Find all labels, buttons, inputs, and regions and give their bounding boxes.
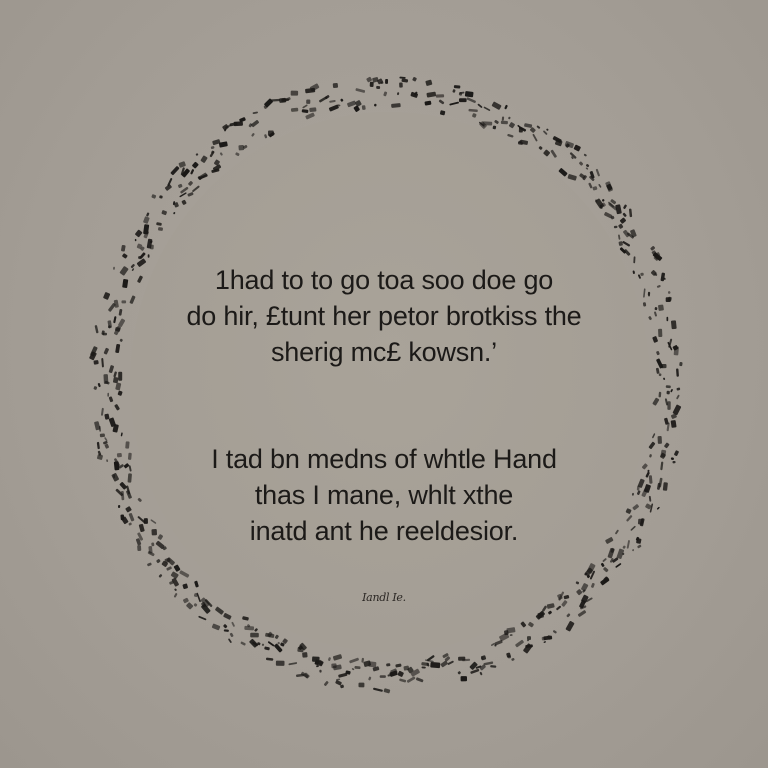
paragraph-1-line-1: 1had to to go toa soo doe go	[214, 265, 554, 295]
ring-speck	[228, 638, 232, 643]
ring-speck	[328, 657, 331, 661]
ring-speck	[338, 673, 347, 678]
ring-speck	[302, 104, 308, 108]
ring-speck	[250, 633, 259, 638]
ring-speck	[212, 623, 221, 630]
ring-speck	[454, 85, 461, 89]
ring-speck	[235, 152, 240, 156]
ring-speck	[234, 121, 243, 126]
ring-speck	[118, 372, 122, 381]
ring-speck	[477, 103, 482, 108]
ring-speck	[391, 103, 401, 108]
ring-speck	[361, 658, 364, 663]
ring-speck	[335, 680, 342, 686]
ring-speck	[355, 88, 365, 93]
ring-speck	[623, 204, 627, 209]
ring-speck	[501, 121, 508, 125]
ring-speck	[573, 144, 581, 151]
ring-speck	[198, 616, 207, 621]
ring-speck	[470, 669, 479, 674]
ring-speck	[618, 241, 623, 246]
ring-speck	[426, 92, 436, 98]
ring-speck	[251, 120, 260, 128]
ring-speck	[166, 566, 172, 571]
ring-speck	[358, 683, 364, 688]
ring-speck	[122, 253, 128, 259]
ring-speck	[305, 112, 315, 119]
ring-speck	[483, 661, 493, 665]
ring-speck	[275, 634, 280, 639]
ring-speck	[622, 212, 627, 217]
ring-speck	[362, 105, 366, 110]
ring-speck	[252, 111, 258, 114]
ring-speck	[566, 613, 570, 618]
ring-speck	[425, 80, 432, 87]
ring-speck	[483, 106, 490, 111]
ring-speck	[200, 155, 208, 163]
paragraph-2-line-1: I tad bn medns of whtle Hand	[211, 444, 557, 474]
ring-speck	[354, 666, 360, 669]
ring-speck	[254, 628, 258, 632]
ring-speck	[591, 583, 595, 588]
ring-speck	[553, 630, 557, 634]
ring-speck	[156, 559, 161, 564]
ring-speck	[319, 670, 321, 673]
ring-speck	[306, 99, 310, 104]
ring-speck	[349, 658, 359, 664]
ring-speck	[194, 581, 199, 588]
ring-speck	[395, 663, 401, 667]
paragraph-1-line-3: sherig mc£ kowsn.’	[271, 337, 497, 367]
ring-speck	[508, 655, 511, 658]
ring-speck	[97, 383, 100, 388]
ring-speck	[135, 229, 143, 237]
ring-speck	[399, 77, 405, 79]
ring-speck	[458, 657, 465, 661]
ring-speck	[672, 404, 681, 415]
ring-speck	[352, 668, 355, 670]
ring-speck	[620, 217, 627, 224]
ring-speck	[615, 563, 622, 568]
ring-speck	[353, 105, 360, 112]
ring-speck	[220, 152, 224, 156]
ring-speck	[542, 637, 546, 641]
ring-speck	[366, 76, 372, 82]
paragraph-2-line-3: inatd ant he reeldesior.	[249, 516, 519, 546]
ring-speck	[490, 665, 496, 668]
ring-speck	[302, 109, 309, 113]
ring-speck	[509, 122, 516, 129]
ring-speck	[602, 199, 605, 202]
ring-speck	[231, 622, 235, 628]
ring-speck	[449, 102, 459, 106]
ring-speck	[291, 108, 298, 112]
paragraph-1	[0, 262, 768, 370]
ring-speck	[504, 105, 508, 110]
ring-speck	[288, 662, 297, 665]
ring-speck	[421, 667, 425, 669]
ring-speck	[658, 392, 661, 398]
ring-speck	[113, 377, 119, 383]
ring-speck	[440, 110, 446, 115]
ring-speck	[139, 252, 146, 259]
ring-speck	[465, 91, 474, 97]
ring-speck	[249, 639, 258, 648]
ring-speck	[586, 164, 590, 168]
ring-speck	[187, 192, 194, 197]
ring-speck	[190, 169, 194, 175]
ring-speck	[632, 549, 634, 551]
ring-speck	[556, 605, 562, 610]
ring-speck	[251, 133, 255, 137]
ring-speck	[113, 371, 117, 377]
ring-speck	[115, 382, 121, 390]
ring-speck	[159, 195, 163, 198]
ring-speck	[663, 377, 666, 380]
ring-speck	[670, 389, 673, 393]
ring-speck	[230, 633, 234, 638]
ring-speck	[296, 674, 304, 677]
ring-speck	[399, 678, 406, 682]
ring-speck	[596, 169, 601, 177]
ring-speck	[436, 94, 444, 97]
ring-speck	[121, 432, 123, 436]
ring-speck	[100, 433, 105, 437]
ring-speck	[170, 166, 179, 176]
ring-speck	[397, 671, 404, 678]
ring-speck	[652, 433, 656, 438]
ring-speck	[192, 161, 199, 168]
ring-speck	[416, 677, 424, 682]
ring-speck	[170, 571, 178, 579]
ring-speck	[117, 390, 122, 396]
ring-speck	[403, 666, 409, 671]
ring-speck	[459, 92, 464, 94]
ring-speck	[188, 181, 194, 187]
ring-speck	[532, 134, 538, 142]
ring-speck	[424, 101, 431, 106]
ring-speck	[240, 641, 246, 646]
ring-speck	[592, 186, 597, 191]
ring-speck	[399, 82, 403, 87]
ring-speck	[618, 234, 621, 240]
ring-speck	[93, 386, 97, 390]
ring-speck	[543, 149, 550, 156]
ring-speck	[614, 226, 618, 229]
ring-speck	[161, 210, 167, 215]
ring-speck	[397, 92, 400, 95]
ring-speck	[331, 663, 336, 668]
ring-speck	[224, 629, 229, 632]
ring-speck	[407, 676, 416, 683]
ring-speck	[650, 246, 655, 251]
ring-speck	[461, 676, 467, 681]
ring-speck	[196, 153, 199, 156]
ring-speck	[543, 641, 546, 644]
ring-speck	[135, 239, 137, 241]
ring-speck	[158, 574, 162, 578]
ring-speck	[324, 681, 329, 687]
ring-speck	[667, 401, 670, 410]
ring-speck	[262, 643, 265, 646]
ring-speck	[447, 660, 454, 665]
ring-speck	[622, 241, 630, 247]
ring-speck	[492, 125, 496, 129]
ring-speck	[383, 91, 387, 96]
ring-speck	[401, 78, 408, 82]
ring-speck	[536, 125, 540, 129]
ring-speck	[276, 661, 285, 666]
ring-speck	[676, 394, 680, 399]
ring-speck	[629, 208, 632, 217]
ring-speck	[340, 98, 344, 102]
ring-speck	[438, 99, 444, 104]
ring-speck	[383, 688, 390, 693]
ring-speck	[374, 104, 377, 107]
ring-speck	[146, 212, 150, 217]
ring-speck	[548, 610, 553, 614]
ring-speck	[598, 184, 602, 188]
ring-speck	[151, 194, 156, 199]
ring-speck	[607, 548, 614, 559]
ring-speck	[543, 130, 548, 135]
ring-speck	[270, 99, 280, 102]
ring-speck	[94, 421, 100, 430]
ring-speck	[502, 116, 505, 120]
ring-speck	[121, 245, 126, 252]
paragraph-2-line-2: thas I mane, whlt xthe	[254, 480, 514, 510]
ring-speck	[508, 116, 511, 119]
ring-speck	[515, 640, 524, 648]
ring-speck	[178, 161, 186, 168]
ring-speck	[158, 227, 163, 231]
ring-speck	[578, 610, 587, 617]
ring-speck	[491, 101, 501, 110]
ring-speck	[277, 642, 280, 645]
ring-speck	[452, 89, 455, 93]
ring-speck	[355, 100, 362, 107]
ring-speck	[215, 606, 224, 615]
ring-speck	[380, 675, 386, 678]
ring-speck	[211, 146, 215, 149]
ring-speck	[347, 100, 356, 107]
ring-speck	[333, 654, 343, 661]
ring-speck	[520, 621, 526, 628]
ring-speck	[223, 613, 232, 620]
ring-speck	[103, 374, 108, 384]
ring-speck	[376, 86, 380, 89]
ring-speck	[483, 121, 493, 125]
ring-speck	[459, 98, 467, 102]
ring-speck	[565, 141, 575, 149]
ring-speck	[579, 161, 584, 166]
ring-speck	[173, 564, 180, 572]
ring-speck	[605, 181, 613, 192]
ring-speck	[507, 134, 514, 138]
ring-speck	[479, 672, 482, 676]
ring-speck	[242, 616, 249, 621]
ring-speck	[181, 200, 187, 206]
signature: Iandl Ie.	[362, 591, 406, 604]
ring-speck	[652, 397, 659, 405]
ring-speck	[386, 663, 390, 666]
ring-speck	[101, 408, 104, 416]
ring-speck	[538, 146, 543, 150]
ring-speck	[510, 634, 513, 636]
ring-speck	[546, 128, 549, 131]
ring-speck	[147, 562, 152, 566]
ring-speck	[601, 563, 605, 568]
ring-speck	[104, 414, 109, 420]
ring-speck	[329, 100, 336, 103]
ring-speck	[179, 570, 189, 578]
ring-speck	[266, 658, 274, 661]
paragraph-1-line-2: do hir, £tunt her petor brotkiss the	[186, 301, 582, 331]
ring-speck	[291, 91, 298, 96]
ring-speck	[370, 82, 374, 87]
ring-speck	[603, 567, 609, 573]
ring-speck	[567, 174, 577, 181]
ring-speck	[469, 661, 478, 670]
ring-speck	[585, 167, 588, 170]
ring-speck	[156, 222, 162, 226]
ring-speck	[615, 204, 622, 214]
ring-speck	[430, 662, 440, 668]
ring-speck	[524, 123, 532, 128]
ring-speck	[264, 646, 270, 650]
ring-speck	[491, 643, 495, 647]
ring-speck	[535, 610, 545, 620]
ring-speck	[268, 641, 275, 647]
ring-speck	[368, 676, 371, 680]
ring-speck	[676, 387, 680, 390]
ring-speck	[182, 583, 188, 589]
paragraph-2	[0, 441, 768, 549]
ring-speck	[109, 417, 117, 427]
ring-speck	[333, 83, 338, 88]
ring-speck	[264, 134, 267, 139]
ring-speck	[329, 104, 339, 111]
ring-speck	[588, 182, 593, 188]
ring-speck	[312, 656, 320, 662]
ring-speck	[440, 660, 448, 667]
ring-speck	[584, 153, 588, 156]
ring-speck	[666, 385, 671, 388]
ring-speck	[511, 658, 515, 662]
ring-speck	[466, 97, 476, 103]
ring-speck	[565, 621, 574, 632]
ring-speck	[659, 373, 662, 376]
ring-speck	[107, 393, 109, 397]
ring-speck	[309, 107, 316, 112]
ring-speck	[114, 404, 120, 411]
ring-speck	[457, 671, 461, 675]
ring-speck	[180, 186, 189, 193]
ring-speck	[468, 109, 477, 112]
ring-speck	[148, 254, 150, 258]
ring-speck	[550, 149, 557, 158]
ring-speck	[472, 113, 477, 118]
ring-speck	[179, 192, 187, 197]
ring-speck	[666, 391, 669, 395]
ring-speck	[421, 662, 429, 666]
ring-speck	[385, 79, 388, 84]
ring-speck	[528, 622, 534, 628]
ring-speck	[302, 652, 308, 658]
ring-speck	[109, 396, 114, 402]
ring-speck	[671, 420, 677, 428]
ring-speck	[575, 581, 579, 585]
ring-speck	[558, 168, 568, 177]
ring-speck	[527, 636, 531, 640]
ring-speck	[602, 558, 607, 563]
ring-speck	[192, 185, 200, 192]
ring-speck	[143, 216, 150, 224]
ring-speck	[223, 624, 228, 629]
ring-speck	[494, 120, 499, 125]
ring-speck	[178, 184, 183, 189]
ring-speck	[373, 688, 383, 692]
ring-speck	[412, 77, 417, 82]
ring-speck	[173, 212, 176, 215]
ring-speck	[336, 678, 340, 680]
ring-speck	[618, 223, 624, 229]
